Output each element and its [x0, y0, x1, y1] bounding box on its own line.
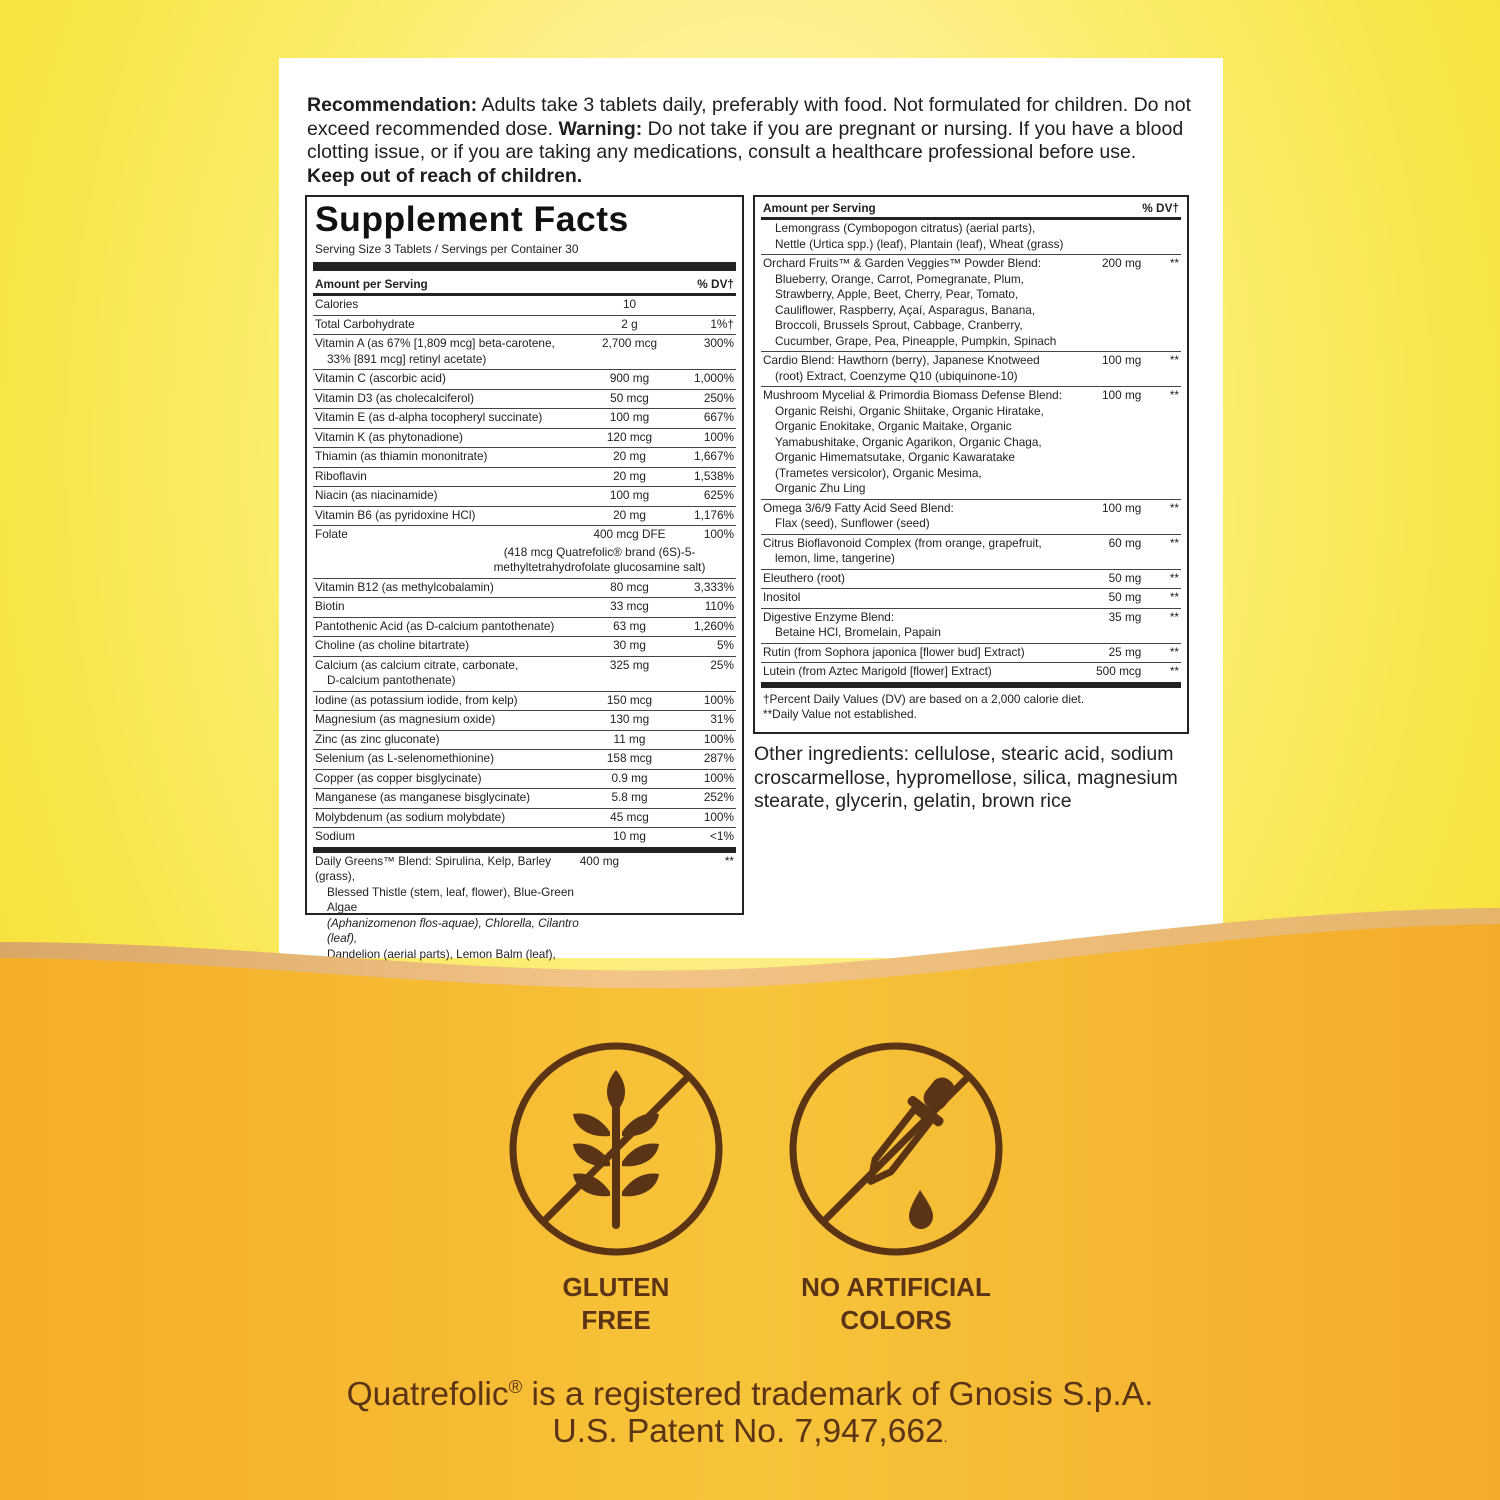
footnote-dv: †Percent Daily Values (DV) are based on a 2,000 calorie diet. [763, 691, 1085, 706]
nutrient-dv: 100% [703, 770, 734, 785]
blend-dv: ** [1169, 500, 1179, 515]
nutrient-row [313, 809, 736, 829]
nutrient-name [313, 693, 580, 709]
nutrient-dv [679, 297, 736, 313]
blend-row [761, 609, 1181, 644]
nutrient-amount: 20 mg [613, 468, 646, 483]
greens-line-2: Blessed Thistle (stem, leaf, flower), Blue-Green Algae [327, 884, 574, 914]
nutrient-row [313, 789, 736, 809]
blend-name-line: Flax (seed), Sunflower (seed) [775, 516, 930, 530]
nutrient-dv: 100% [703, 527, 734, 541]
blend-name-line: Organic Zhu Ling [775, 481, 866, 495]
warning-label: Warning: [558, 117, 643, 140]
gluten-free-line-2: FREE [581, 1305, 651, 1335]
nutrient-dv: 5% [716, 638, 734, 652]
blend-name [761, 388, 1082, 497]
blend-name-line: (root) Extract, Coenzyme Q10 (ubiquinone-10) [775, 368, 1018, 383]
blend-row [761, 663, 1181, 682]
blend-list [761, 220, 1181, 682]
patent-number: U.S. Patent No. 7,947,662 [552, 1413, 944, 1450]
blend-dv: ** [1169, 590, 1179, 604]
blend-name [761, 571, 1082, 587]
nutrient-name [313, 751, 580, 767]
nutrient-row [313, 370, 736, 390]
patent-notice [0, 1412, 1500, 1457]
blend-name-line: Cauliflower, Raspberry, Açaí, Asparagus, Banana, [775, 302, 1036, 317]
gluten-free-label [516, 1271, 716, 1337]
blend-row [761, 589, 1181, 609]
nutrient-row [313, 487, 736, 507]
nutrient-name-line: Folate [315, 527, 348, 541]
nutrient-name-line: Total Carbohydrate [315, 316, 415, 331]
nutrient-dv: 625% [703, 488, 734, 502]
blend-name [761, 221, 1082, 252]
dropper-crossed-icon [787, 1040, 1005, 1258]
other-ingredients: Other ingredients: cellulose, stearic acid, sodium croscarmellose, hypromellose, silica, magnesium stearate, glycerin, gelatin, brown rice [754, 743, 1178, 812]
nutrient-amount: 20 mg [613, 449, 646, 463]
blend-dv [1141, 221, 1181, 252]
nutrient-name [313, 790, 580, 806]
blend-dv: ** [1169, 388, 1179, 402]
greens-line-1: Daily Greens™ Blend: Spirulina, Kelp, Barley (grass), [315, 853, 552, 883]
facts-header-continued [761, 197, 1181, 220]
facts-footnotes [761, 682, 1181, 727]
blend-name-line: Mushroom Mycelial & Primordia Biomass Defense Blend: [763, 388, 1062, 402]
no-artificial-colors-line-1: NO ARTIFICIAL [801, 1272, 991, 1302]
nutrient-row [313, 637, 736, 657]
nutrient-amount: 33 mcg [610, 599, 649, 613]
nutrient-dv: 100% [703, 731, 734, 746]
patent-period: . [943, 1429, 948, 1445]
nutrient-name-line: Molybdenum (as sodium molybdate) [315, 809, 506, 824]
blend-dv: ** [1169, 256, 1179, 270]
supplement-facts-panel-left [305, 195, 744, 961]
blend-amount: 200 mg [1102, 256, 1142, 270]
nutrient-name [313, 712, 580, 728]
trademark-text: is a registered trademark of Gnosis S.p.A. [522, 1376, 1154, 1414]
nutrient-name-line: Vitamin K (as phytonadione) [315, 429, 463, 444]
registered-mark: ® [508, 1376, 523, 1397]
nutrient-name [313, 580, 580, 596]
blend-name-line: Citrus Bioflavonoid Complex (from orange, grapefruit, [763, 535, 1042, 550]
blend-name-line: Eleuthero (root) [763, 570, 845, 585]
nutrient-dv: <1% [710, 829, 734, 843]
nutrient-dv: 25% [710, 657, 734, 672]
blend-name-line: Nettle (Urtica spp.) (leaf), Plantain (leaf), Wheat (grass) [775, 236, 1064, 251]
blend-name-line: Strawberry, Apple, Beet, Cherry, Pear, Tomato, [775, 287, 1019, 301]
blend-name-line: Omega 3/6/9 Fatty Acid Seed Blend: [763, 500, 954, 515]
nutrient-name-line: D-calcium pantothenate) [327, 673, 456, 687]
gluten-free-line-1: GLUTEN [562, 1272, 670, 1302]
nutrient-name-line: Pantothenic Acid (as D-calcium pantothenate) [315, 618, 555, 633]
blend-row [761, 255, 1181, 352]
nutrient-row [313, 770, 736, 790]
blend-row [761, 644, 1181, 664]
nutrient-row [313, 750, 736, 770]
blend-name-line: Betaine HCl, Bromelain, Papain [775, 625, 941, 639]
blend-name-line: Organic Reishi, Organic Shiitake, Organic Hiratake, [775, 403, 1044, 418]
nutrient-amount: 10 mg [613, 829, 646, 843]
blend-name-line: Organic Enokitake, Organic Maitake, Organic [775, 419, 1012, 433]
blend-name-line: Lemongrass (Cymbopogon citratus) (aerial parts), [775, 221, 1036, 235]
nutrient-amount: 325 mg [609, 657, 650, 672]
greens-line-4: Dandelion (aerial parts), Lemon Balm (leaf), [327, 946, 556, 961]
nutrient-name-line: Thiamin (as thiamin mononitrate) [315, 449, 488, 463]
nutrient-row [313, 390, 736, 410]
nutrient-row [313, 828, 736, 853]
blend-amount: 100 mg [1102, 353, 1142, 367]
blend-name-line: Cucumber, Grape, Pea, Pineapple, Pumpkin, Spinach [775, 333, 1057, 348]
nutrient-dv: 1,538% [693, 468, 734, 483]
blend-amount: 100 mg [1102, 388, 1142, 402]
nutrient-dv: 1,260% [693, 618, 734, 633]
nutrient-amount: 30 mg [613, 638, 646, 652]
nutrient-row [313, 657, 736, 692]
nutrient-amount: 80 mcg [610, 579, 649, 594]
blend-dv: ** [1169, 353, 1179, 367]
nutrient-amount: 150 mcg [606, 692, 653, 707]
trademark-brand: Quatrefolic [346, 1376, 509, 1414]
nutrient-name [313, 732, 580, 748]
blend-row [761, 352, 1181, 387]
blend-name-line: Lutein (from Aztec Marigold [flower] Extract) [763, 664, 992, 678]
warning-body: Do not take if you are pregnant or nursing. If you have a blood clotting issue, or if you are taking any medications, consult a healthcare professional before use. [307, 117, 1184, 163]
nutrient-row [313, 598, 736, 618]
nutrient-dv: 1%† [710, 316, 734, 331]
nutrient-name-line: Niacin (as niacinamide) [315, 488, 438, 502]
amount-per-serving-header: Amount per Serving [315, 277, 428, 291]
nutrient-dv: 1,000% [693, 371, 734, 385]
nutrient-row [313, 692, 736, 712]
nutrient-name [313, 829, 580, 845]
facts-header [313, 271, 736, 296]
nutrient-name-line: Vitamin C (ascorbic acid) [315, 371, 446, 385]
dv-header: % DV† [697, 277, 734, 291]
nutrient-dv: 3,333% [693, 579, 734, 594]
recommendation-text [307, 94, 1197, 188]
nutrient-name [313, 527, 580, 543]
nutrient-name-line: Choline (as choline bitartrate) [315, 638, 470, 652]
blend-name [761, 536, 1082, 567]
nutrient-name-line: Biotin [315, 599, 345, 613]
blend-name-line: Cardio Blend: Hawthorn (berry), Japanese Knotweed [763, 353, 1040, 367]
blend-name-line: lemon, lime, tangerine) [775, 551, 895, 565]
blend-amount: 25 mg [1108, 644, 1142, 659]
blend-name-line: (Trametes versicolor), Organic Mesima, [775, 465, 982, 480]
nutrient-dv: 287% [703, 751, 734, 765]
nutrient-name-line: Calories [315, 297, 359, 311]
nutrient-dv: 1,176% [693, 507, 734, 522]
nutrient-dv: 110% [704, 599, 734, 613]
nutrient-name-line: Calcium (as calcium citrate, carbonate, [315, 657, 519, 672]
nutrient-name-line: Selenium (as L-selenomethionine) [315, 751, 495, 765]
blend-amount: 60 mg [1108, 535, 1142, 550]
greens-dv: ** [724, 853, 734, 868]
nutrient-row [313, 296, 736, 316]
blend-name-line: Orchard Fruits™ & Garden Veggies™ Powder Blend: [763, 256, 1042, 270]
nutrient-name [313, 430, 580, 446]
nutrient-amount: 5.8 mg [611, 790, 648, 804]
dv-header: % DV† [1142, 201, 1179, 215]
nutrient-row [313, 731, 736, 751]
blend-name-line: Broccoli, Brussels Sprout, Cabbage, Cranberry, [775, 318, 1023, 332]
nutrient-amount: 120 mcg [606, 429, 653, 444]
nutrient-name-line: Vitamin D3 (as cholecalciferol) [315, 390, 475, 405]
nutrient-row [313, 526, 736, 545]
nutrient-amount: 100 mg [609, 488, 650, 502]
nutrient-amount: 2 g [621, 316, 638, 331]
serving-size: Serving Size 3 Tablets / Servings per Container 30 [313, 239, 736, 271]
nutrient-amount: 45 mcg [610, 809, 649, 824]
blend-dv: ** [1169, 535, 1179, 550]
nutrient-row [313, 316, 736, 336]
greens-line-3: (Aphanizomenon flos-aquae), Chlorella, Cilantro (leaf), [327, 915, 579, 945]
greens-amount: 400 mg [579, 853, 620, 868]
nutrient-name-line: Manganese (as manganese bisglycinate) [315, 790, 531, 804]
nutrient-amount: 130 mg [609, 712, 650, 726]
nutrient-name-line: Vitamin A (as 67% [1,809 mcg] beta-carotene, [315, 336, 555, 350]
blend-dv: ** [1169, 664, 1179, 678]
nutrient-name [313, 619, 580, 635]
nutrient-name [313, 599, 580, 615]
blend-row [761, 535, 1181, 570]
blend-amount: 100 mg [1102, 500, 1142, 515]
blend-name [761, 256, 1082, 349]
nutrient-amount: 0.9 mg [611, 770, 648, 785]
blend-name [761, 353, 1082, 384]
nutrient-name-line: Sodium [315, 829, 355, 843]
nutrient-row [313, 448, 736, 468]
nutrient-row [313, 711, 736, 731]
nutrient-name [313, 469, 580, 485]
nutrient-name-line: Iodine (as potassium iodide, from kelp) [315, 692, 518, 707]
blend-name [761, 610, 1082, 641]
blend-dv: ** [1169, 570, 1179, 585]
nutrient-dv: 300% [703, 336, 734, 350]
nutrient-name-line: Magnesium (as magnesium oxide) [315, 712, 496, 726]
nutrient-amount: 10 [622, 297, 637, 311]
nutrient-name-line: Zinc (as zinc gluconate) [315, 731, 440, 746]
nutrient-name-line: Vitamin B6 (as pyridoxine HCl) [315, 507, 476, 522]
nutrient-block [313, 526, 736, 579]
blend-row [761, 500, 1181, 535]
nutrient-name-line: Vitamin B12 (as methylcobalamin) [315, 579, 494, 594]
nutrient-name [313, 336, 580, 367]
nutrient-dv: 100% [703, 429, 734, 444]
recommendation-label: Recommendation: [307, 94, 478, 116]
blend-dv: ** [1169, 644, 1179, 659]
nutrient-name [313, 508, 580, 524]
no-artificial-colors-label [776, 1271, 1016, 1337]
nutrient-row [313, 335, 736, 370]
nutrient-amount: 11 mg [613, 731, 646, 746]
nutrient-dv: 252% [703, 790, 734, 804]
nutrient-row [313, 429, 736, 449]
blend-row [761, 387, 1181, 500]
blend-amount: 35 mg [1108, 609, 1142, 624]
nutrient-amount: 400 mcg DFE [593, 527, 666, 541]
nutrient-amount: 900 mg [609, 371, 650, 385]
blend-name-line: Yamabushitake, Organic Agarikon, Organic Chaga, [775, 434, 1042, 449]
nutrient-row [313, 468, 736, 488]
nutrient-name [313, 297, 580, 313]
nutrient-name [313, 771, 580, 787]
nutrient-amount: 158 mcg [606, 751, 653, 765]
nutrient-name [313, 488, 580, 504]
nutrient-list [313, 296, 736, 853]
folate-source-line: methyltetrahydrofolate glucosamine salt) [493, 560, 706, 574]
blend-name [761, 645, 1082, 661]
keep-out-warning: Keep out of reach of children. [307, 164, 583, 187]
nutrient-dv: 250% [703, 390, 734, 405]
nutrient-name [313, 371, 580, 387]
nutrient-dv: 667% [703, 410, 734, 424]
wheat-crossed-icon [507, 1040, 725, 1258]
nutrient-name [313, 317, 580, 333]
blend-dv: ** [1169, 609, 1179, 624]
supplement-facts-title: Supplement Facts [315, 199, 629, 239]
blend-name [761, 590, 1082, 606]
nutrient-row [313, 579, 736, 599]
nutrient-row [313, 618, 736, 638]
amount-per-serving-header: Amount per Serving [763, 201, 876, 215]
blend-row [761, 570, 1181, 590]
blend-name-line: Blueberry, Orange, Carrot, Pomegranate, Plum, [775, 271, 1024, 286]
nutrient-row [313, 507, 736, 527]
nutrient-name-line: 33% [891 mcg] retinyl acetate) [327, 351, 487, 366]
nutrient-amount: 20 mg [613, 507, 646, 522]
blend-name-line: Inositol [763, 590, 801, 604]
nutrient-name [313, 810, 580, 826]
nutrient-dv: 100% [703, 692, 734, 707]
recommendation-body: Adults take 3 tablets daily, preferably with food. Not formulated for children. Do not exceed recommended dose. [307, 94, 1192, 140]
nutrient-name-line: Vitamin E (as d-alpha tocopheryl succinate) [315, 410, 543, 424]
nutrient-amount: 2,700 mcg [601, 336, 658, 350]
nutrient-name-line: Copper (as copper bisglycinate) [315, 770, 482, 785]
supplement-facts-panel-right [753, 195, 1189, 734]
nutrient-name [313, 391, 580, 407]
nutrient-name-line: Riboflavin [315, 468, 367, 483]
nutrient-dv: 100% [703, 809, 734, 824]
blend-amount: 500 mcg [1096, 664, 1142, 678]
folate-source-line: (418 mcg Quatrefolic® brand (6S)-5- [503, 544, 696, 559]
nutrient-dv: 1,667% [693, 449, 734, 463]
nutrient-amount: 50 mcg [610, 390, 649, 405]
nutrient-amount: 63 mg [613, 618, 646, 633]
blend-name [761, 501, 1082, 532]
blend-amount: 50 mg [1108, 590, 1142, 604]
no-artificial-colors-line-2: COLORS [840, 1305, 952, 1335]
blend-name [761, 664, 1082, 680]
footnote-not-established: **Daily Value not established. [763, 707, 917, 721]
blend-row [761, 220, 1181, 255]
nutrient-name [313, 638, 580, 654]
nutrient-dv: 31% [710, 712, 734, 726]
nutrient-row [313, 409, 736, 429]
blend-name-line: Digestive Enzyme Blend: [763, 609, 895, 624]
blend-name-line: Rutin (from Sophora japonica [flower bud] Extract) [763, 644, 1025, 659]
nutrient-name [313, 658, 580, 689]
nutrient-name [313, 410, 580, 426]
trademark-notice [0, 1367, 1500, 1415]
nutrient-amount: 100 mg [609, 410, 650, 424]
blend-amount: 50 mg [1108, 570, 1142, 585]
blend-name-line: Organic Himematsutake, Organic Kawaratake [775, 450, 1015, 464]
nutrient-name [313, 449, 580, 465]
blend-amount [1082, 221, 1141, 252]
